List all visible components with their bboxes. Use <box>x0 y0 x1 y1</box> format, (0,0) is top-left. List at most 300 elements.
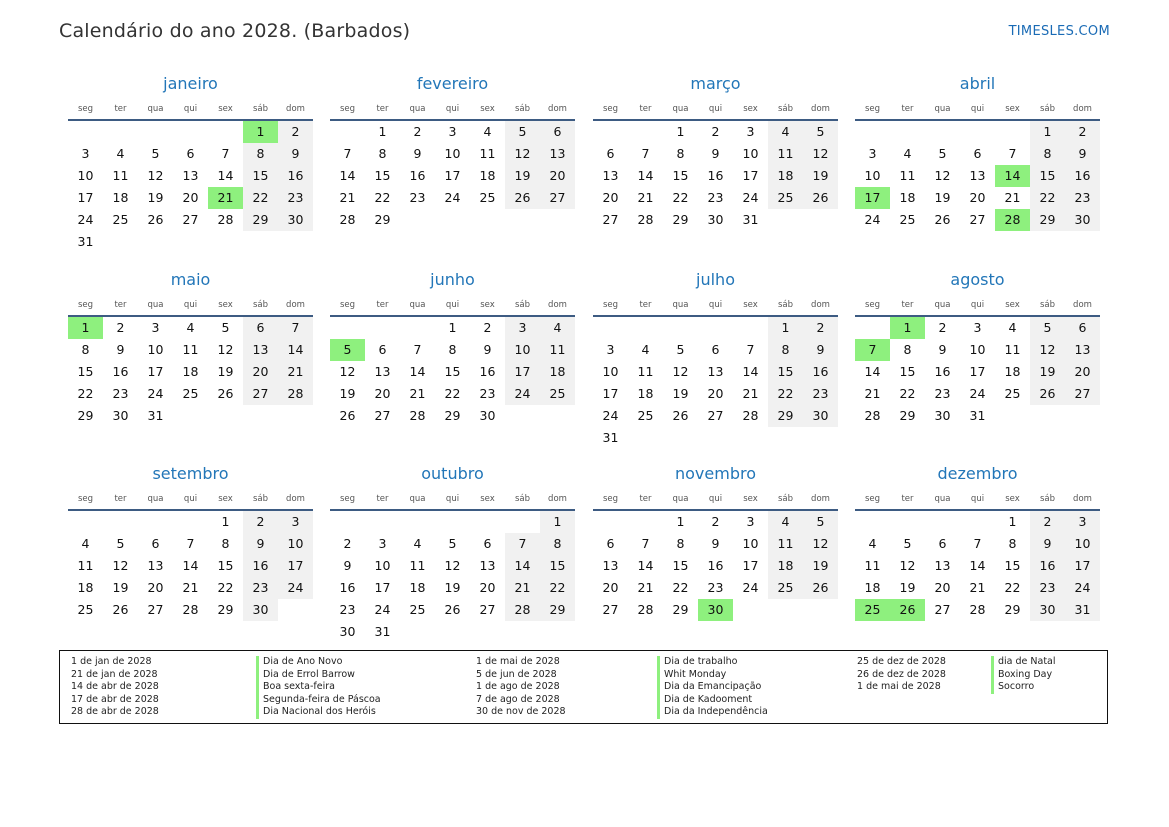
day-cell[interactable]: 6 <box>973 146 982 161</box>
day-cell[interactable]: 24 <box>444 190 461 205</box>
day-cell[interactable]: 11 <box>182 342 199 357</box>
day-cell[interactable]: 23 <box>707 190 724 205</box>
day-cell[interactable]: 24 <box>278 577 313 599</box>
day-cell[interactable]: 14 <box>409 364 426 379</box>
day-cell[interactable]: 25 <box>182 386 199 401</box>
day-cell[interactable]: 12 <box>672 364 689 379</box>
day-cell[interactable]: 6 <box>483 536 492 551</box>
day-cell[interactable]: 9 <box>711 536 720 551</box>
day-cell[interactable]: 11 <box>768 143 803 165</box>
day-cell[interactable]: 26 <box>339 408 356 423</box>
day-cell[interactable]: 3 <box>448 124 457 139</box>
day-cell[interactable]: 7 <box>1008 146 1017 161</box>
day-cell[interactable]: 3 <box>606 342 615 357</box>
day-cell[interactable]: 27 <box>243 383 278 405</box>
day-cell[interactable]: 9 <box>1065 143 1100 165</box>
day-cell[interactable]: 29 <box>899 408 916 423</box>
day-cell[interactable]: 7 <box>973 536 982 551</box>
day-cell[interactable]: 11 <box>864 558 881 573</box>
day-cell[interactable]: 12 <box>1030 339 1065 361</box>
day-cell[interactable]: 15 <box>243 165 278 187</box>
day-cell[interactable]: 10 <box>602 364 619 379</box>
day-cell[interactable]: 1 <box>676 124 685 139</box>
holiday-day-cell[interactable]: 25 <box>855 599 890 621</box>
day-cell[interactable]: 11 <box>1004 342 1021 357</box>
holiday-day-cell[interactable]: 30 <box>698 599 733 621</box>
day-cell[interactable]: 26 <box>1030 383 1065 405</box>
day-cell[interactable]: 30 <box>1065 209 1100 231</box>
day-cell[interactable]: 30 <box>934 408 951 423</box>
day-cell[interactable]: 3 <box>1065 511 1100 533</box>
day-cell[interactable]: 5 <box>803 511 838 533</box>
day-cell[interactable]: 7 <box>746 342 755 357</box>
day-cell[interactable]: 19 <box>217 364 234 379</box>
day-cell[interactable]: 17 <box>742 558 759 573</box>
day-cell[interactable]: 12 <box>339 364 356 379</box>
day-cell[interactable]: 13 <box>969 168 986 183</box>
day-cell[interactable]: 20 <box>602 580 619 595</box>
day-cell[interactable]: 24 <box>77 212 94 227</box>
day-cell[interactable]: 25 <box>409 602 426 617</box>
holiday-day-cell[interactable]: 5 <box>330 339 365 361</box>
day-cell[interactable]: 27 <box>540 187 575 209</box>
day-cell[interactable]: 3 <box>868 146 877 161</box>
day-cell[interactable]: 29 <box>768 405 803 427</box>
day-cell[interactable]: 17 <box>374 580 391 595</box>
day-cell[interactable]: 2 <box>116 320 125 335</box>
day-cell[interactable]: 18 <box>637 386 654 401</box>
day-cell[interactable]: 27 <box>374 408 391 423</box>
day-cell[interactable]: 27 <box>147 602 164 617</box>
day-cell[interactable]: 13 <box>182 168 199 183</box>
day-cell[interactable]: 8 <box>676 536 685 551</box>
day-cell[interactable]: 12 <box>934 168 951 183</box>
day-cell[interactable]: 31 <box>602 430 619 445</box>
day-cell[interactable]: 5 <box>938 146 947 161</box>
day-cell[interactable]: 24 <box>864 212 881 227</box>
day-cell[interactable]: 29 <box>1030 209 1065 231</box>
day-cell[interactable]: 14 <box>505 555 540 577</box>
day-cell[interactable]: 3 <box>746 124 755 139</box>
day-cell[interactable]: 18 <box>409 580 426 595</box>
day-cell[interactable]: 24 <box>602 408 619 423</box>
day-cell[interactable]: 12 <box>505 143 540 165</box>
day-cell[interactable]: 14 <box>637 168 654 183</box>
day-cell[interactable]: 23 <box>409 190 426 205</box>
day-cell[interactable]: 21 <box>864 386 881 401</box>
day-cell[interactable]: 8 <box>243 143 278 165</box>
day-cell[interactable]: 25 <box>899 212 916 227</box>
day-cell[interactable]: 25 <box>77 602 94 617</box>
day-cell[interactable]: 10 <box>77 168 94 183</box>
day-cell[interactable]: 16 <box>409 168 426 183</box>
day-cell[interactable]: 8 <box>81 342 90 357</box>
day-cell[interactable]: 15 <box>768 361 803 383</box>
day-cell[interactable]: 18 <box>768 555 803 577</box>
day-cell[interactable]: 4 <box>768 511 803 533</box>
day-cell[interactable]: 18 <box>899 190 916 205</box>
day-cell[interactable]: 11 <box>899 168 916 183</box>
holiday-day-cell[interactable]: 1 <box>890 317 925 339</box>
day-cell[interactable]: 17 <box>1065 555 1100 577</box>
day-cell[interactable]: 19 <box>339 386 356 401</box>
day-cell[interactable]: 25 <box>479 190 496 205</box>
day-cell[interactable]: 15 <box>540 555 575 577</box>
day-cell[interactable]: 3 <box>378 536 387 551</box>
day-cell[interactable]: 11 <box>479 146 496 161</box>
day-cell[interactable]: 15 <box>77 364 94 379</box>
day-cell[interactable]: 10 <box>1065 533 1100 555</box>
day-cell[interactable]: 6 <box>243 317 278 339</box>
day-cell[interactable]: 29 <box>77 408 94 423</box>
day-cell[interactable]: 31 <box>374 624 391 639</box>
day-cell[interactable]: 18 <box>112 190 129 205</box>
day-cell[interactable]: 21 <box>637 190 654 205</box>
day-cell[interactable]: 8 <box>448 342 457 357</box>
day-cell[interactable]: 17 <box>742 168 759 183</box>
day-cell[interactable]: 5 <box>505 121 540 143</box>
day-cell[interactable]: 21 <box>1004 190 1021 205</box>
day-cell[interactable]: 19 <box>1030 361 1065 383</box>
day-cell[interactable]: 8 <box>1030 143 1065 165</box>
day-cell[interactable]: 31 <box>1065 599 1100 621</box>
day-cell[interactable]: 6 <box>1065 317 1100 339</box>
day-cell[interactable]: 9 <box>116 342 125 357</box>
day-cell[interactable]: 21 <box>339 190 356 205</box>
day-cell[interactable]: 9 <box>803 339 838 361</box>
day-cell[interactable]: 2 <box>413 124 422 139</box>
day-cell[interactable]: 22 <box>374 190 391 205</box>
day-cell[interactable]: 18 <box>768 165 803 187</box>
day-cell[interactable]: 4 <box>903 146 912 161</box>
day-cell[interactable]: 9 <box>483 342 492 357</box>
day-cell[interactable]: 13 <box>540 143 575 165</box>
day-cell[interactable]: 22 <box>540 577 575 599</box>
day-cell[interactable]: 5 <box>676 342 685 357</box>
holiday-day-cell[interactable]: 14 <box>995 165 1030 187</box>
day-cell[interactable]: 26 <box>444 602 461 617</box>
day-cell[interactable]: 30 <box>339 624 356 639</box>
day-cell[interactable]: 15 <box>444 364 461 379</box>
day-cell[interactable]: 4 <box>81 536 90 551</box>
holiday-day-cell[interactable]: 21 <box>208 187 243 209</box>
day-cell[interactable]: 2 <box>711 124 720 139</box>
day-cell[interactable]: 10 <box>969 342 986 357</box>
day-cell[interactable]: 6 <box>606 536 615 551</box>
day-cell[interactable]: 26 <box>934 212 951 227</box>
day-cell[interactable]: 10 <box>505 339 540 361</box>
day-cell[interactable]: 22 <box>217 580 234 595</box>
holiday-day-cell[interactable]: 26 <box>890 599 925 621</box>
day-cell[interactable]: 2 <box>1030 511 1065 533</box>
day-cell[interactable]: 7 <box>343 146 352 161</box>
day-cell[interactable]: 20 <box>969 190 986 205</box>
day-cell[interactable]: 29 <box>672 602 689 617</box>
day-cell[interactable]: 28 <box>864 408 881 423</box>
day-cell[interactable]: 18 <box>1004 364 1021 379</box>
day-cell[interactable]: 18 <box>540 361 575 383</box>
day-cell[interactable]: 14 <box>339 168 356 183</box>
day-cell[interactable]: 16 <box>1030 555 1065 577</box>
day-cell[interactable]: 23 <box>707 580 724 595</box>
day-cell[interactable]: 23 <box>934 386 951 401</box>
day-cell[interactable]: 15 <box>1004 558 1021 573</box>
day-cell[interactable]: 7 <box>641 146 650 161</box>
day-cell[interactable]: 20 <box>1065 361 1100 383</box>
day-cell[interactable]: 5 <box>448 536 457 551</box>
day-cell[interactable]: 3 <box>278 511 313 533</box>
day-cell[interactable]: 27 <box>969 212 986 227</box>
day-cell[interactable]: 30 <box>707 212 724 227</box>
day-cell[interactable]: 12 <box>803 143 838 165</box>
day-cell[interactable]: 2 <box>343 536 352 551</box>
day-cell[interactable]: 23 <box>1030 577 1065 599</box>
day-cell[interactable]: 9 <box>938 342 947 357</box>
day-cell[interactable]: 8 <box>221 536 230 551</box>
day-cell[interactable]: 15 <box>672 168 689 183</box>
day-cell[interactable]: 6 <box>151 536 160 551</box>
day-cell[interactable]: 9 <box>711 146 720 161</box>
day-cell[interactable]: 18 <box>864 580 881 595</box>
day-cell[interactable]: 13 <box>602 168 619 183</box>
day-cell[interactable]: 27 <box>602 602 619 617</box>
day-cell[interactable]: 2 <box>711 514 720 529</box>
day-cell[interactable]: 5 <box>1030 317 1065 339</box>
day-cell[interactable]: 16 <box>707 168 724 183</box>
day-cell[interactable]: 2 <box>278 121 313 143</box>
day-cell[interactable]: 7 <box>413 342 422 357</box>
day-cell[interactable]: 29 <box>540 599 575 621</box>
day-cell[interactable]: 5 <box>221 320 230 335</box>
day-cell[interactable]: 22 <box>899 386 916 401</box>
day-cell[interactable]: 14 <box>278 339 313 361</box>
day-cell[interactable]: 20 <box>479 580 496 595</box>
day-cell[interactable]: 26 <box>112 602 129 617</box>
day-cell[interactable]: 21 <box>182 580 199 595</box>
day-cell[interactable]: 27 <box>479 602 496 617</box>
day-cell[interactable]: 21 <box>742 386 759 401</box>
day-cell[interactable]: 20 <box>602 190 619 205</box>
day-cell[interactable]: 31 <box>147 408 164 423</box>
day-cell[interactable]: 22 <box>672 190 689 205</box>
day-cell[interactable]: 1 <box>768 317 803 339</box>
day-cell[interactable]: 10 <box>147 342 164 357</box>
day-cell[interactable]: 20 <box>540 165 575 187</box>
day-cell[interactable]: 5 <box>116 536 125 551</box>
day-cell[interactable]: 18 <box>77 580 94 595</box>
day-cell[interactable]: 22 <box>1004 580 1021 595</box>
holiday-day-cell[interactable]: 17 <box>855 187 890 209</box>
day-cell[interactable]: 16 <box>803 361 838 383</box>
day-cell[interactable]: 22 <box>672 580 689 595</box>
day-cell[interactable]: 29 <box>217 602 234 617</box>
day-cell[interactable]: 5 <box>903 536 912 551</box>
day-cell[interactable]: 23 <box>243 577 278 599</box>
day-cell[interactable]: 19 <box>803 555 838 577</box>
day-cell[interactable]: 1 <box>221 514 230 529</box>
day-cell[interactable]: 10 <box>742 536 759 551</box>
day-cell[interactable]: 28 <box>505 599 540 621</box>
day-cell[interactable]: 24 <box>742 580 759 595</box>
day-cell[interactable]: 10 <box>864 168 881 183</box>
day-cell[interactable]: 13 <box>934 558 951 573</box>
day-cell[interactable]: 28 <box>637 212 654 227</box>
day-cell[interactable]: 12 <box>899 558 916 573</box>
day-cell[interactable]: 13 <box>707 364 724 379</box>
day-cell[interactable]: 14 <box>637 558 654 573</box>
day-cell[interactable]: 4 <box>1008 320 1017 335</box>
day-cell[interactable]: 3 <box>151 320 160 335</box>
day-cell[interactable]: 19 <box>112 580 129 595</box>
day-cell[interactable]: 24 <box>147 386 164 401</box>
day-cell[interactable]: 10 <box>444 146 461 161</box>
day-cell[interactable]: 11 <box>77 558 94 573</box>
day-cell[interactable]: 20 <box>374 386 391 401</box>
day-cell[interactable]: 24 <box>1065 577 1100 599</box>
day-cell[interactable]: 22 <box>768 383 803 405</box>
day-cell[interactable]: 24 <box>742 190 759 205</box>
day-cell[interactable]: 8 <box>1008 536 1017 551</box>
day-cell[interactable]: 8 <box>903 342 912 357</box>
day-cell[interactable]: 10 <box>742 146 759 161</box>
brand-link[interactable]: TIMESLES.COM <box>1008 24 1110 39</box>
day-cell[interactable]: 27 <box>934 602 951 617</box>
day-cell[interactable]: 28 <box>637 602 654 617</box>
day-cell[interactable]: 26 <box>217 386 234 401</box>
day-cell[interactable]: 9 <box>343 558 352 573</box>
day-cell[interactable]: 31 <box>77 234 94 249</box>
day-cell[interactable]: 26 <box>672 408 689 423</box>
day-cell[interactable]: 1 <box>1008 514 1017 529</box>
day-cell[interactable]: 2 <box>938 320 947 335</box>
day-cell[interactable]: 25 <box>637 408 654 423</box>
day-cell[interactable]: 19 <box>672 386 689 401</box>
day-cell[interactable]: 11 <box>637 364 654 379</box>
day-cell[interactable]: 27 <box>1065 383 1100 405</box>
day-cell[interactable]: 3 <box>746 514 755 529</box>
day-cell[interactable]: 29 <box>444 408 461 423</box>
day-cell[interactable]: 24 <box>505 383 540 405</box>
day-cell[interactable]: 26 <box>505 187 540 209</box>
day-cell[interactable]: 23 <box>112 386 129 401</box>
day-cell[interactable]: 19 <box>934 190 951 205</box>
day-cell[interactable]: 21 <box>505 577 540 599</box>
day-cell[interactable]: 16 <box>1065 165 1100 187</box>
day-cell[interactable]: 2 <box>803 317 838 339</box>
day-cell[interactable]: 17 <box>505 361 540 383</box>
day-cell[interactable]: 16 <box>707 558 724 573</box>
day-cell[interactable]: 7 <box>186 536 195 551</box>
day-cell[interactable]: 1 <box>540 511 575 533</box>
day-cell[interactable]: 15 <box>1030 165 1065 187</box>
day-cell[interactable]: 22 <box>77 386 94 401</box>
day-cell[interactable]: 19 <box>444 580 461 595</box>
day-cell[interactable]: 28 <box>339 212 356 227</box>
day-cell[interactable]: 28 <box>278 383 313 405</box>
day-cell[interactable]: 2 <box>483 320 492 335</box>
day-cell[interactable]: 4 <box>413 536 422 551</box>
day-cell[interactable]: 6 <box>711 342 720 357</box>
day-cell[interactable]: 15 <box>374 168 391 183</box>
day-cell[interactable]: 30 <box>479 408 496 423</box>
day-cell[interactable]: 6 <box>378 342 387 357</box>
day-cell[interactable]: 16 <box>112 364 129 379</box>
day-cell[interactable]: 6 <box>606 146 615 161</box>
day-cell[interactable]: 25 <box>768 577 803 599</box>
day-cell[interactable]: 23 <box>1065 187 1100 209</box>
day-cell[interactable]: 19 <box>803 165 838 187</box>
day-cell[interactable]: 17 <box>147 364 164 379</box>
day-cell[interactable]: 5 <box>151 146 160 161</box>
day-cell[interactable]: 7 <box>278 317 313 339</box>
day-cell[interactable]: 13 <box>479 558 496 573</box>
holiday-day-cell[interactable]: 7 <box>855 339 890 361</box>
day-cell[interactable]: 29 <box>243 209 278 231</box>
day-cell[interactable]: 16 <box>934 364 951 379</box>
day-cell[interactable]: 8 <box>540 533 575 555</box>
day-cell[interactable]: 12 <box>444 558 461 573</box>
day-cell[interactable]: 4 <box>116 146 125 161</box>
day-cell[interactable]: 7 <box>221 146 230 161</box>
day-cell[interactable]: 12 <box>112 558 129 573</box>
day-cell[interactable]: 15 <box>672 558 689 573</box>
day-cell[interactable]: 11 <box>540 339 575 361</box>
day-cell[interactable]: 16 <box>479 364 496 379</box>
day-cell[interactable]: 15 <box>899 364 916 379</box>
day-cell[interactable]: 14 <box>182 558 199 573</box>
day-cell[interactable]: 22 <box>243 187 278 209</box>
day-cell[interactable]: 4 <box>540 317 575 339</box>
day-cell[interactable]: 13 <box>602 558 619 573</box>
day-cell[interactable]: 22 <box>1030 187 1065 209</box>
day-cell[interactable]: 3 <box>505 317 540 339</box>
day-cell[interactable]: 24 <box>374 602 391 617</box>
day-cell[interactable]: 12 <box>147 168 164 183</box>
day-cell[interactable]: 17 <box>77 190 94 205</box>
day-cell[interactable]: 3 <box>81 146 90 161</box>
day-cell[interactable]: 30 <box>112 408 129 423</box>
day-cell[interactable]: 30 <box>803 405 838 427</box>
day-cell[interactable]: 8 <box>676 146 685 161</box>
day-cell[interactable]: 28 <box>182 602 199 617</box>
day-cell[interactable]: 13 <box>1065 339 1100 361</box>
day-cell[interactable]: 8 <box>768 339 803 361</box>
day-cell[interactable]: 17 <box>278 555 313 577</box>
day-cell[interactable]: 14 <box>969 558 986 573</box>
day-cell[interactable]: 13 <box>147 558 164 573</box>
day-cell[interactable]: 17 <box>602 386 619 401</box>
day-cell[interactable]: 11 <box>768 533 803 555</box>
day-cell[interactable]: 28 <box>217 212 234 227</box>
day-cell[interactable]: 1 <box>378 124 387 139</box>
day-cell[interactable]: 20 <box>182 190 199 205</box>
day-cell[interactable]: 2 <box>243 511 278 533</box>
day-cell[interactable]: 13 <box>374 364 391 379</box>
day-cell[interactable]: 10 <box>278 533 313 555</box>
day-cell[interactable]: 21 <box>409 386 426 401</box>
day-cell[interactable]: 11 <box>409 558 426 573</box>
day-cell[interactable]: 4 <box>483 124 492 139</box>
day-cell[interactable]: 17 <box>969 364 986 379</box>
day-cell[interactable]: 12 <box>217 342 234 357</box>
day-cell[interactable]: 21 <box>278 361 313 383</box>
day-cell[interactable]: 29 <box>672 212 689 227</box>
day-cell[interactable]: 13 <box>243 339 278 361</box>
day-cell[interactable]: 17 <box>444 168 461 183</box>
day-cell[interactable]: 5 <box>803 121 838 143</box>
day-cell[interactable]: 20 <box>934 580 951 595</box>
day-cell[interactable]: 23 <box>479 386 496 401</box>
